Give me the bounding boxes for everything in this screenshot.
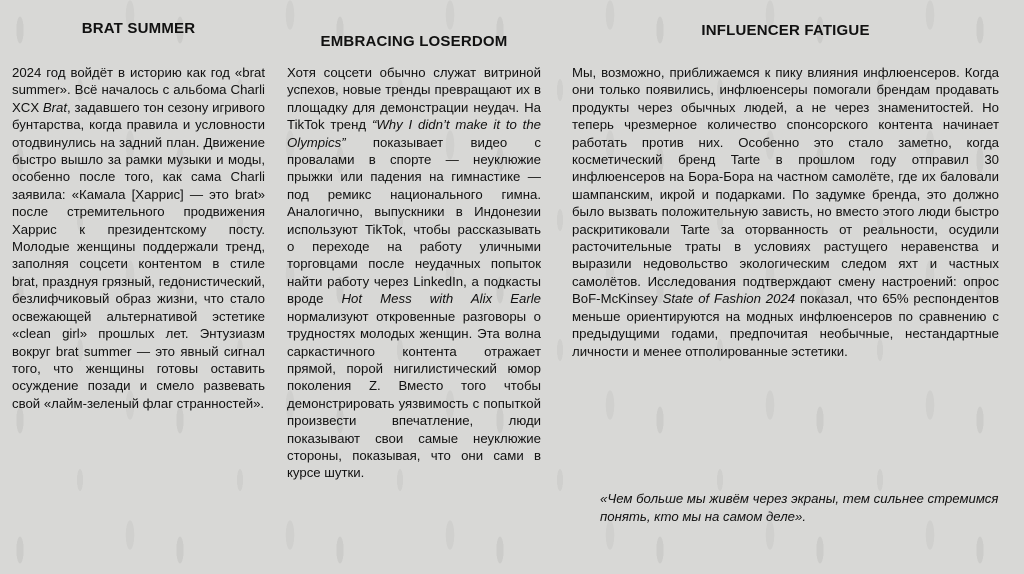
paragraph-embracing-loserdom: [287, 64, 541, 482]
italic-title: Brat: [42, 99, 68, 115]
paragraph-influencer-fatigue: [572, 64, 999, 360]
text-run: нормализуют откровенные разговоры о трудностях молодых женщин. Эта волна саркастичного контента отражает прямой, порой нигилистический юмор поколения Z. Вместо того чтобы демонстрировать уязвимость с попыткой произвести впечатление, люди показывают свои самые неуклюжие стороны, показывая, что они сами в курсе шутки.: [287, 308, 541, 481]
italic-title: State of Fashion 2024: [662, 291, 796, 307]
paragraph-brat-summer: [12, 64, 265, 412]
text-run: , задавшего тон сезону игривого бунтарства, когда правила и условности отодвинулись на задний план. Движение быстро вышло за рамки музыки и моды, особенно после того, как сама Charli заявила: «Камала [Харрис] — это brat» после стремительного продвижения Харрис к президентскому посту. Молодые женщины поддержали тренд, заполняя соцсети контентом в стиле brat, празднуя грязный, гедонистический, безлифчиковый образ жизни, что стало освежающей альтернативой эстетике «clean girl» прошлых лет. Энтузиазм вокруг brat summer — это явный сигнал того, что женщины готовы оставить осуждение позади и смело развевать свой «лайм-зеленый флаг странностей».: [12, 99, 266, 411]
pull-quote: «Чем больше мы живём через экраны, тем сильнее стремимся понять, кто мы на самом деле».: [600, 491, 999, 524]
heading-brat-summer: BRAT SUMMER: [81, 20, 196, 37]
italic-title: “Why I didn’t make it to the Olympics”: [287, 117, 541, 150]
heading-embracing-loserdom: EMBRACING LOSERDOM: [320, 33, 508, 50]
text-run: Хотя соцсети обычно служат витриной успехов, новые тренды превращают их в площадку для демонстрации неудач. На TikTok тренд: [287, 65, 541, 133]
heading-influencer-fatigue: INFLUENCER FATIGUE: [701, 22, 870, 39]
text-run: показал, что 65% респондентов меньше ориентируются на модных инфлюенсеров по сравнению с предыдущими годами, предпочитая необычные, нестандартные личности и менее отполированные эстетики.: [572, 291, 999, 359]
text-run: 2024 год войдёт в историю как год «brat summer». Всё началось с альбома Charli XCX: [12, 65, 265, 115]
italic-title: Hot Mess with Alix Earle: [341, 291, 542, 307]
text-run: Мы, возможно, приближаемся к пику влияния инфлюенсеров. Когда они только появились, инфлюенсеры помогали брендам продавать продукты через обычных людей, а не через знаменитостей. Но теперь чрезмерное количество спонсорского контента начинает работать против них. Особенно это стало заметно, когда косметический бренд Tarte в прошлом году отправил 30 инфлюенсеров на Бора-Бора на частном самолёте, где их баловали шампанским, икрой и подарками. По задумке бренда, это должно было вызвать положительную зависть, но вместо этого люди быстро раскритиковали Tarte за оторванность от реальности, осудили расточительные траты в условиях растущего неравенства и выразили недовольство экологическим следом яхт и частных самолётов. Исследования подтверждают смену настроений: опрос BoF-McKinsey: [572, 65, 999, 307]
text-run: показывает видео с провалами в спорте — неуклюжие прыжки или падения на гимнастике — под ремикс национального гимна. Аналогично, выпускники в Индонезии используют TikTok, чтобы рассказывать о переходе на работу уличными торговцами после неудачных попыток найти работу через LinkedIn, а подкасты вроде: [287, 134, 541, 307]
